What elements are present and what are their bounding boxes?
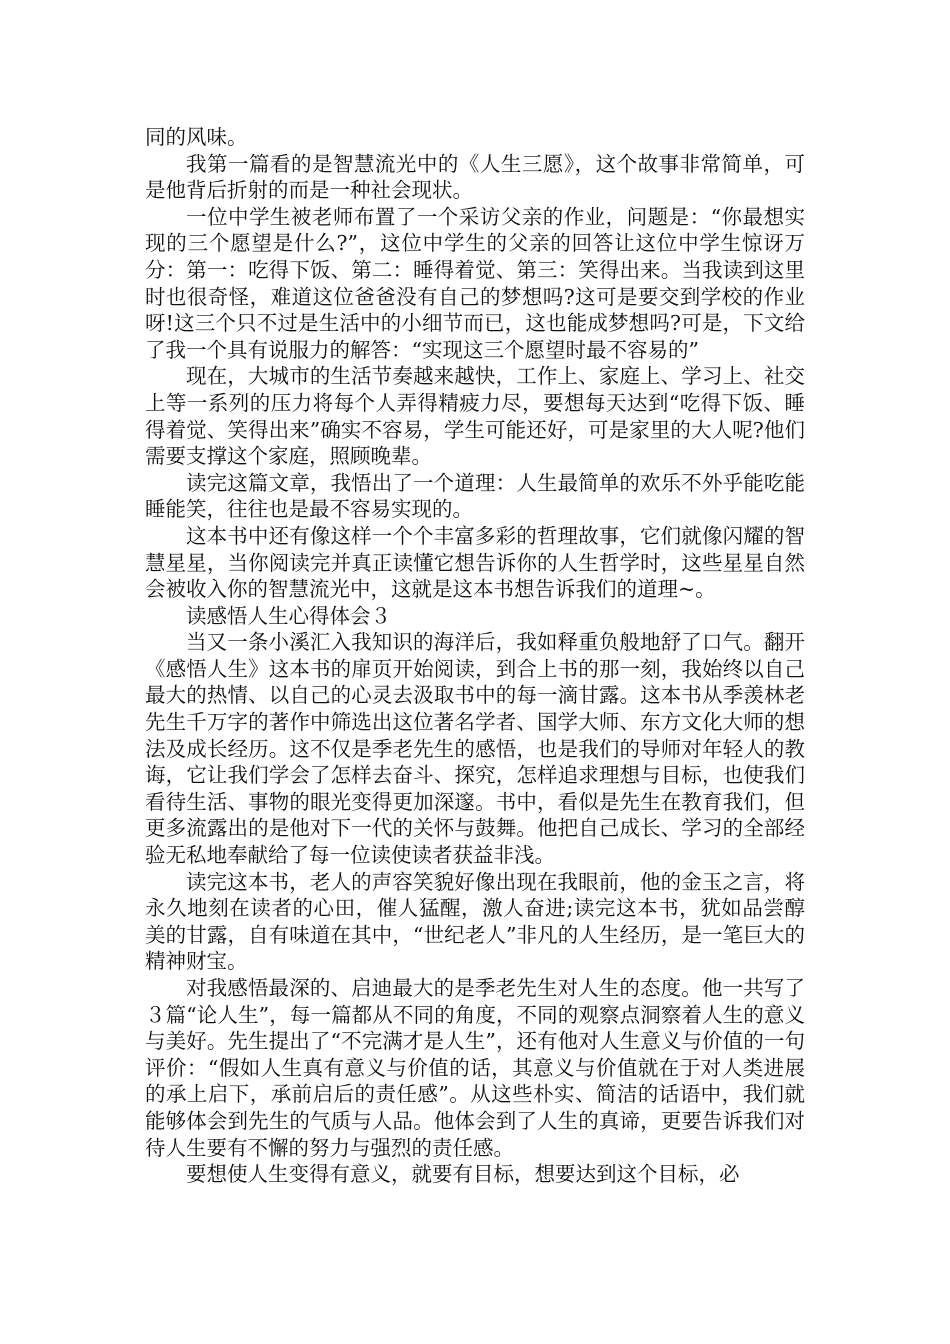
body-paragraph: 当又一条小溪汇入我知识的海洋后，我如释重负般地舒了口气。翻开《感悟人生》这本书的扉页开始阅读，到合上书的那一刻，我始终以自己最大的热情、以自己的心灵去汲取书中的每一滴甘露。这本书从季羡林老先生千万字的著作中筛选出这位著名学者、国学大师、东方文化大师的想法及成长经历。这不仅是季老先生的感悟，也是我们的导师对年轻人的教诲，它让我们学会了怎样去奋斗、探究，怎样追求理想与目标，也使我们看待生活、事物的眼光变得更加深邃。书中，看似是先生在教育我们，但更多流露出的是他对下一代的关怀与鼓舞。他把自己成长、学习的全部经验无私地奉献给了每一位读使读者获益非浅。 [145, 630, 805, 868]
body-paragraph: 我第一篇看的是智慧流光中的《人生三愿》，这个故事非常简单，可是他背后折射的而是一种社会现状。 [145, 151, 805, 203]
body-paragraph: 读感悟人生心得体会３ [186, 603, 391, 628]
body-paragraph: 要想使人生变得有意义，就要有目标，想要达到这个目标，必 [186, 1162, 740, 1187]
body-paragraph: 读完这本书，老人的声容笑貌好像出现在我眼前，他的金玉之言，将永久地刻在读者的心田，催人猛醒，激人奋进;读完这本书，犹如品尝醇美的甘露，自有味道在其中，“世纪老人”非凡的人生经历，是一笔巨大的精神财宝。 [145, 869, 805, 974]
body-paragraph: 现在，大城市的生活节奏越来越快，工作上、家庭上、学习上、社交上等一系列的压力将每个人弄得精疲力尽，要想每天达到“吃得下饭、睡得着觉、笑得出来”确实不容易，学生可能还好，可是家里的大人呢?他们需要支撑这个家庭，照顾晚辈。 [145, 364, 805, 469]
body-paragraph: 同的风味。 [145, 125, 248, 149]
body-paragraph: 读完这篇文章，我悟出了一个道理：人生最简单的欢乐不外乎能吃能睡能笑，往往也是最不容易实现的。 [145, 470, 805, 522]
body-paragraph: 这本书中还有像这样一个个丰富多彩的哲理故事，它们就像闪耀的智慧星星，当你阅读完并真正读懂它想告诉你的人生哲学时，这些星星自然会被收入你的智慧流光中，这就是这本书想告诉我们的道理~。 [145, 523, 805, 602]
body-paragraph: 对我感悟最深的、启迪最大的是季老先生对人生的态度。他一共写了３篇“论人生”，每一篇都从不同的角度，不同的观察点洞察着人生的意义与美好。先生提出了“不完满才是人生”，还有他对人生意义与价值的一句评价：“假如人生真有意义与价值的话，其意义与价值就在于对人类进展的承上启下，承前启后的责任感”。从这些朴实、简洁的话语中，我们就能够体会到先生的气质与人品。他体会到了人生的真谛，更要告诉我们对待人生要有不懈的努力与强烈的责任感。 [145, 976, 805, 1160]
document-body [145, 124, 805, 1188]
body-paragraph: 一位中学生被老师布置了一个采访父亲的作业，问题是：“你最想实现的三个愿望是什么?”，这位中学生的父亲的回答让这位中学生惊讶万分：第一：吃得下饭、第二：睡得着觉、第三：笑得出来。当我读到这里时也很奇怪，难道这位爸爸没有自己的梦想吗?这可是要交到学校的作业呀!这三个只不过是生活中的小细节而已，这也能成梦想吗?可是，下文给了我一个具有说服力的解答：“实现这三个愿望时最不容易的” [145, 204, 805, 362]
